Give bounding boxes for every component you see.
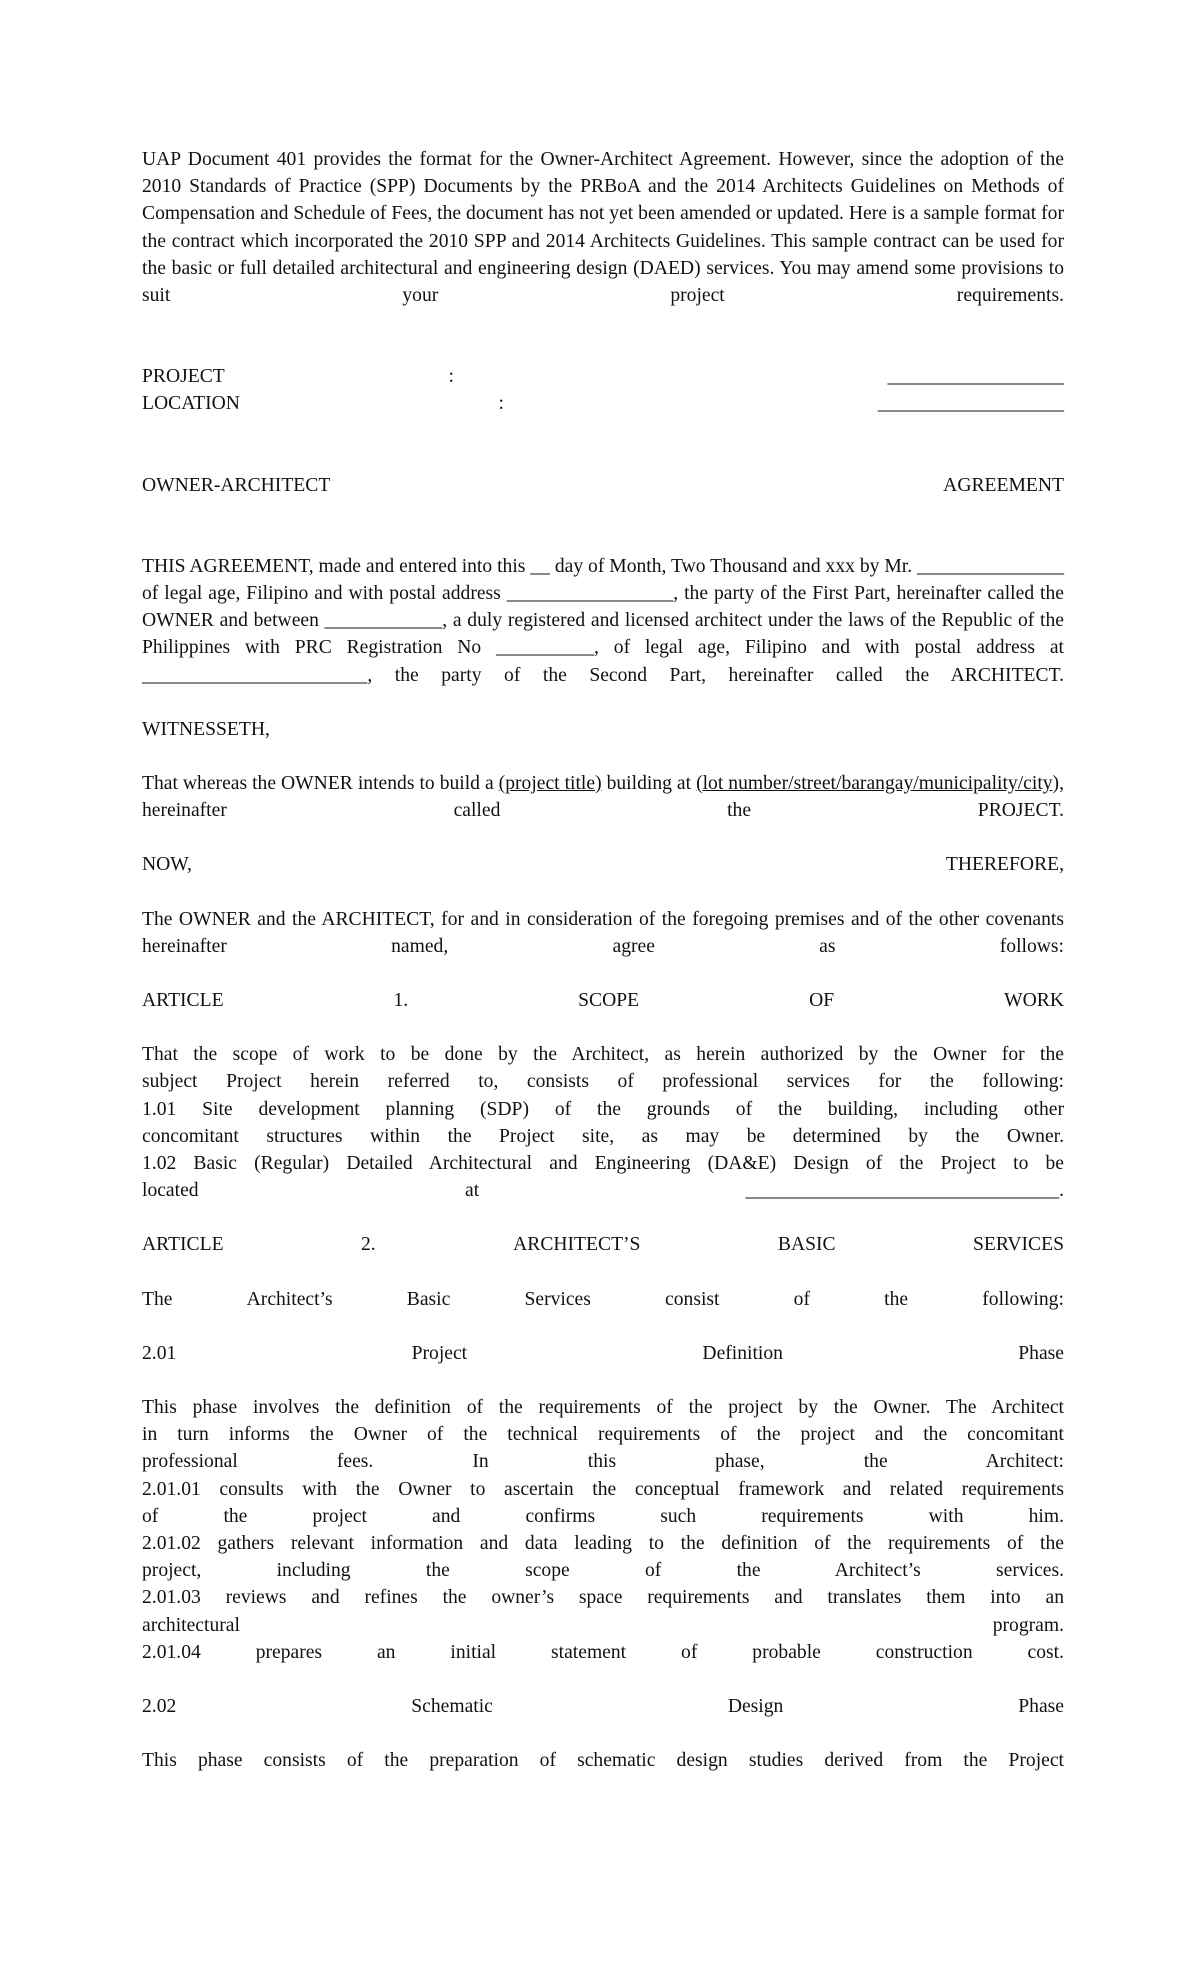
heading-word: BASIC — [777, 1234, 836, 1256]
whereas-paragraph — [142, 770, 1064, 824]
heading-word: SCOPE — [578, 990, 640, 1011]
phase-202-heading — [142, 1693, 1064, 1720]
word: The — [142, 1288, 173, 1310]
body-line: 1.02 Basic (Regular) Detailed Architectural and Engineering (DA&E) Design of the Project to be — [142, 1153, 1064, 1174]
agreement-paragraph: THIS AGREEMENT, made and entered into this __ day of Month, Two Thousand and xxx by Mr. _______________ of legal age, Filipino and with postal address _________________, the party of the First Part, hereinafter called the OWNER and between ____________, a duly registered and licensed architect under the laws of the Republic of the Philippines with PRC Registration No __________, of legal age, Filipino and with postal address at _______________________, the party of the Second Part, hereinafter called the ARCHITECT. — [142, 555, 1064, 686]
word: Architect’s — [246, 1288, 333, 1310]
project-blank: __________________ — [887, 366, 1064, 388]
body-line: professional fees. In this phase, the Architect: — [142, 1451, 1064, 1473]
word: Design — [727, 1695, 784, 1717]
location-blank: ___________________ — [877, 393, 1064, 415]
project-label: PROJECT — [142, 366, 225, 388]
body-line: That the scope of work to be done by the Architect, as herein authorized by the Owner for the — [142, 1044, 1064, 1066]
body-line: in turn informs the Owner of the technical requirements of the project and the concomitant — [142, 1424, 1064, 1446]
word: consist — [665, 1288, 720, 1310]
body-line: concomitant structures within the Project site, as may be determined by the Owner. — [142, 1125, 1064, 1147]
located-at-line — [142, 1177, 1064, 1204]
now-word: NOW, — [142, 854, 192, 876]
heading-word: ARCHITECT’S — [513, 1234, 641, 1256]
document-title — [142, 472, 1064, 499]
word: Project — [411, 1342, 468, 1364]
intro-paragraph: UAP Document 401 provides the format for the Owner-Architect Agreement. However, since the adoption of the 2010 Standards of Practice (SPP) Documents by the PRBoA and the 2014 Architects Guidelines on Methods of Compensation and Schedule of Fees, the document has not yet been amended or updated. Here is a sample format for the contract which incorporated the 2010 SPP and 2014 Architects Guidelines. This sample contract can be used for the basic or full detailed architectural and engineering design (DAED) services. You may amend some provisions to suit your project requirements. — [142, 149, 1064, 307]
word: 2.01 — [142, 1342, 177, 1364]
basic-services-line — [142, 1286, 1064, 1313]
project-colon: : — [448, 366, 454, 388]
document-page — [142, 146, 1064, 1774]
word: of — [793, 1288, 810, 1310]
body-line: 2.01.01 consults with the Owner to ascertain the conceptual framework and related requirements — [142, 1478, 1064, 1500]
word: the — [884, 1288, 909, 1310]
phase-201-body — [142, 1394, 1064, 1666]
heading-word: 1. — [393, 990, 409, 1011]
phase-201-heading — [142, 1340, 1064, 1367]
project-field-row — [142, 363, 1064, 390]
heading-word: ARTICLE — [142, 990, 224, 1011]
word: 2.02 — [142, 1695, 177, 1717]
heading-word: ARTICLE — [142, 1234, 224, 1256]
word: Services — [524, 1288, 591, 1310]
word: following: — [982, 1288, 1064, 1310]
at-word: at — [465, 1180, 480, 1202]
whereas-text-1: That whereas the OWNER intends to build a — [142, 773, 499, 794]
heading-word: 2. — [360, 1234, 376, 1256]
located-word: located — [142, 1180, 199, 1202]
therefore-word: THEREFORE, — [945, 854, 1064, 876]
body-line: 2.01.02 gathers relevant information and data leading to the definition of the requirements of the — [142, 1532, 1064, 1554]
project-title-placeholder: (project title) — [498, 773, 602, 794]
title-left: OWNER-ARCHITECT — [142, 474, 331, 496]
word: Basic — [406, 1288, 451, 1310]
body-line: 1.01 Site development planning (SDP) of the grounds of the building, including other — [142, 1098, 1064, 1120]
word: Phase — [1018, 1695, 1064, 1717]
location-blank-line: ________________________________. — [745, 1180, 1064, 1202]
word: Phase — [1018, 1342, 1064, 1364]
lot-address-placeholder: (lot number/street/barangay/municipality/city), — [696, 773, 1064, 794]
word: Definition — [702, 1342, 783, 1364]
location-field-row — [142, 390, 1064, 417]
body-line: of the project and confirms such requirements with him. — [142, 1505, 1064, 1527]
article2-heading — [142, 1231, 1064, 1258]
body-line: project, including the scope of the Architect’s services. — [142, 1560, 1064, 1582]
heading-word: OF — [809, 990, 835, 1011]
word: Schematic — [411, 1695, 493, 1717]
article1-heading — [142, 987, 1064, 1014]
title-right: AGREEMENT — [943, 474, 1064, 496]
whereas-text-3: hereinafter called the PROJECT. — [142, 800, 1064, 822]
body-line: subject Project herein referred to, consists of professional services for the following: — [142, 1071, 1064, 1093]
body-line: architectural program. — [142, 1614, 1064, 1636]
heading-word: WORK — [1004, 990, 1064, 1011]
heading-word: SERVICES — [973, 1234, 1064, 1256]
body-line: 2.01.03 reviews and refines the owner’s space requirements and translates them into an — [142, 1587, 1064, 1609]
now-therefore-row — [142, 851, 1064, 878]
body-line: 2.01.04 prepares an initial statement of probable construction cost. — [142, 1641, 1064, 1663]
body-line: This phase involves the definition of the requirements of the project by the Owner. The Architect — [142, 1396, 1064, 1418]
covenants-paragraph: The OWNER and the ARCHITECT, for and in consideration of the foregoing premises and of the other covenants hereinafter named, agree as follows: — [142, 908, 1064, 957]
witnesseth-heading: WITNESSETH, — [142, 718, 270, 740]
whereas-text-2: building at — [601, 773, 697, 794]
article1-body — [142, 1041, 1064, 1204]
location-colon: : — [498, 393, 504, 415]
location-label: LOCATION — [142, 393, 240, 415]
phase-202-body: This phase consists of the preparation of schematic design studies derived from the Project — [142, 1750, 1064, 1772]
